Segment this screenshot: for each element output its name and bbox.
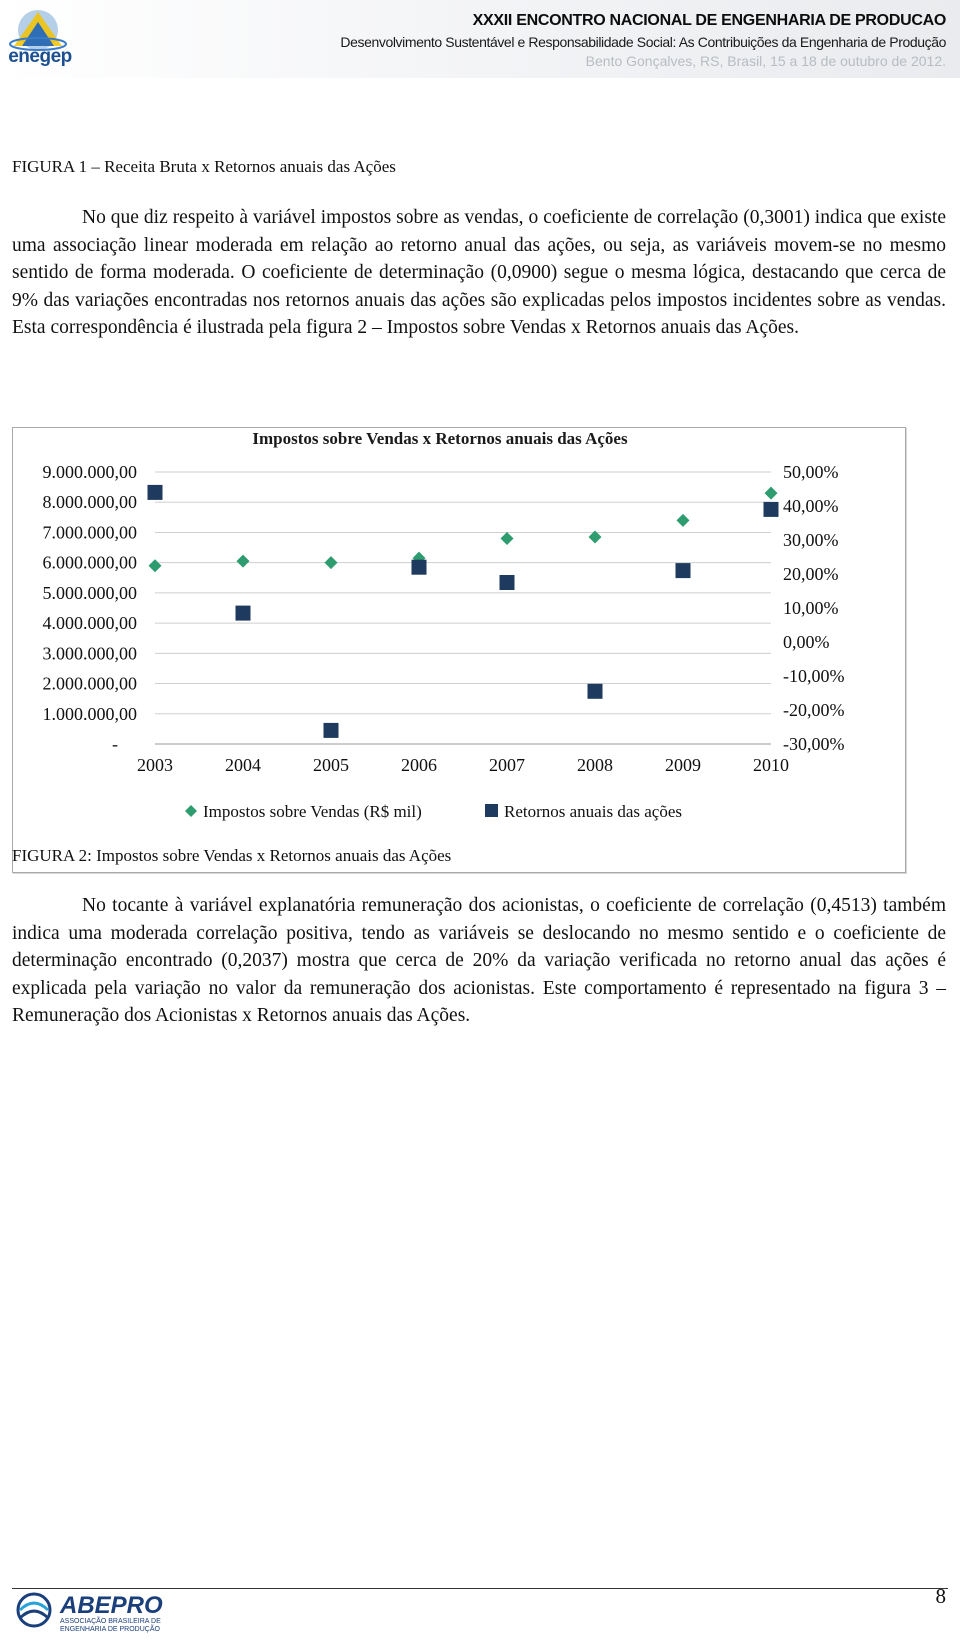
data-point-impostos (765, 487, 778, 500)
data-point-impostos (501, 532, 514, 545)
y-left-tick-label: 9.000.000,00 (42, 462, 137, 482)
x-tick-label: 2003 (137, 755, 173, 775)
paragraph-1: No que diz respeito à variável impostos sobre as vendas, o coeficiente de correlação (0,3001) indica que existe uma associação linear moderada em relação ao retorno anual das ações, ou seja, as variáveis movem-se no mesmo sentido de forma moderada. O coeficiente de determinação (0,0900) segue o mesma lógica, destacando que cerca de 9% das variações encontradas nos retornos anuais das ações são explicadas pelos impostos incidentes sobre as vendas. Esta correspondência é ilustrada pela figura 2 – Impostos sobre Vendas x Retornos anuais das Ações. (12, 207, 946, 338)
y-right-tick-label: 0,00% (783, 632, 830, 652)
legend-marker-impostos (185, 805, 197, 817)
data-point-impostos (237, 555, 250, 568)
x-tick-label: 2009 (665, 755, 701, 775)
x-tick-label: 2007 (489, 755, 525, 775)
y-right-tick-label: 40,00% (783, 496, 839, 516)
footer-divider (12, 1588, 948, 1589)
legend-label-impostos: Impostos sobre Vendas (R$ mil) (203, 802, 422, 821)
y-left-tick-label: 4.000.000,00 (42, 613, 137, 634)
legend-label-retornos: Retornos anuais das ações (504, 802, 682, 821)
figure2-chart (12, 427, 906, 873)
data-point-retornos (764, 502, 779, 517)
y-right-tick-label: 10,00% (783, 598, 839, 618)
y-left-tick-label: - (112, 734, 118, 754)
y-right-tick-label: -30,00% (783, 734, 845, 754)
page-header (0, 0, 960, 78)
chart-title: Impostos sobre Vendas x Retornos anuais das Ações (252, 429, 628, 448)
y-right-tick-label: 20,00% (783, 564, 839, 584)
y-left-tick-label: 2.000.000,00 (42, 673, 137, 694)
y-left-tick-label: 6.000.000,00 (42, 552, 137, 573)
conference-location: Bento Gonçalves, RS, Brasil, 15 a 18 de outubro de 2012. (585, 53, 946, 69)
conference-subtitle: Desenvolvimento Sustentável e Responsabilidade Social: As Contribuições da Engenharia de Produção (340, 34, 946, 50)
figure1-caption: FIGURA 1 – Receita Bruta x Retornos anuais das Ações (12, 157, 396, 176)
abepro-name: ABEPRO (60, 1592, 163, 1619)
x-tick-label: 2005 (313, 755, 349, 775)
page-number: 8 (935, 1584, 946, 1608)
data-point-retornos (148, 485, 163, 500)
data-point-retornos (236, 606, 251, 621)
data-point-retornos (324, 723, 339, 738)
data-point-retornos (676, 563, 691, 578)
data-point-retornos (500, 575, 515, 590)
y-left-tick-label: 1.000.000,00 (42, 703, 137, 724)
y-left-tick-label: 5.000.000,00 (42, 582, 137, 603)
figure2-caption: FIGURA 2: Impostos sobre Vendas x Retornos anuais das Ações (12, 846, 452, 865)
y-left-tick-label: 7.000.000,00 (42, 522, 137, 543)
x-tick-label: 2008 (577, 755, 613, 775)
y-left-tick-label: 3.000.000,00 (42, 643, 137, 664)
abepro-logo-icon (14, 1590, 54, 1636)
y-right-tick-label: -20,00% (783, 700, 845, 720)
conference-title: XXXII ENCONTRO NACIONAL DE ENGENHARIA DE PRODUCAO (472, 12, 946, 29)
legend-marker-retornos (485, 804, 498, 817)
data-point-impostos (149, 559, 162, 572)
y-right-tick-label: -10,00% (783, 666, 845, 686)
y-right-tick-label: 30,00% (783, 530, 839, 550)
data-point-impostos (677, 514, 690, 527)
abepro-tagline: ASSOCIAÇÃO BRASILEIRA DE ENGENHARIA DE PRODUÇÃO (60, 1618, 161, 1633)
chart-svg (13, 428, 907, 874)
x-tick-label: 2004 (225, 755, 261, 775)
data-point-retornos (412, 560, 427, 575)
enegep-logo-text: enegep (8, 46, 72, 67)
y-left-tick-label: 8.000.000,00 (42, 492, 137, 513)
y-right-tick-label: 50,00% (783, 462, 839, 482)
data-point-impostos (325, 556, 338, 569)
paragraph-2: No tocante à variável explanatória remuneração dos acionistas, o coeficiente de correlação (0,4513) também indica uma moderada correlação positiva, tendo as variáveis se deslocando no mesmo sentido e o coeficiente de determinação encontrado (0,2037) mostra que cerca de 20% da variação verificada no retorno anual das ações é explicada pela variação no valor da remuneração dos acionistas. Este comportamento é representado na figura 3 – Remuneração dos Acionistas x Retornos anuais das Ações. (12, 895, 946, 1026)
x-tick-label: 2006 (401, 755, 437, 775)
x-tick-label: 2010 (753, 755, 789, 775)
data-point-retornos (588, 684, 603, 699)
